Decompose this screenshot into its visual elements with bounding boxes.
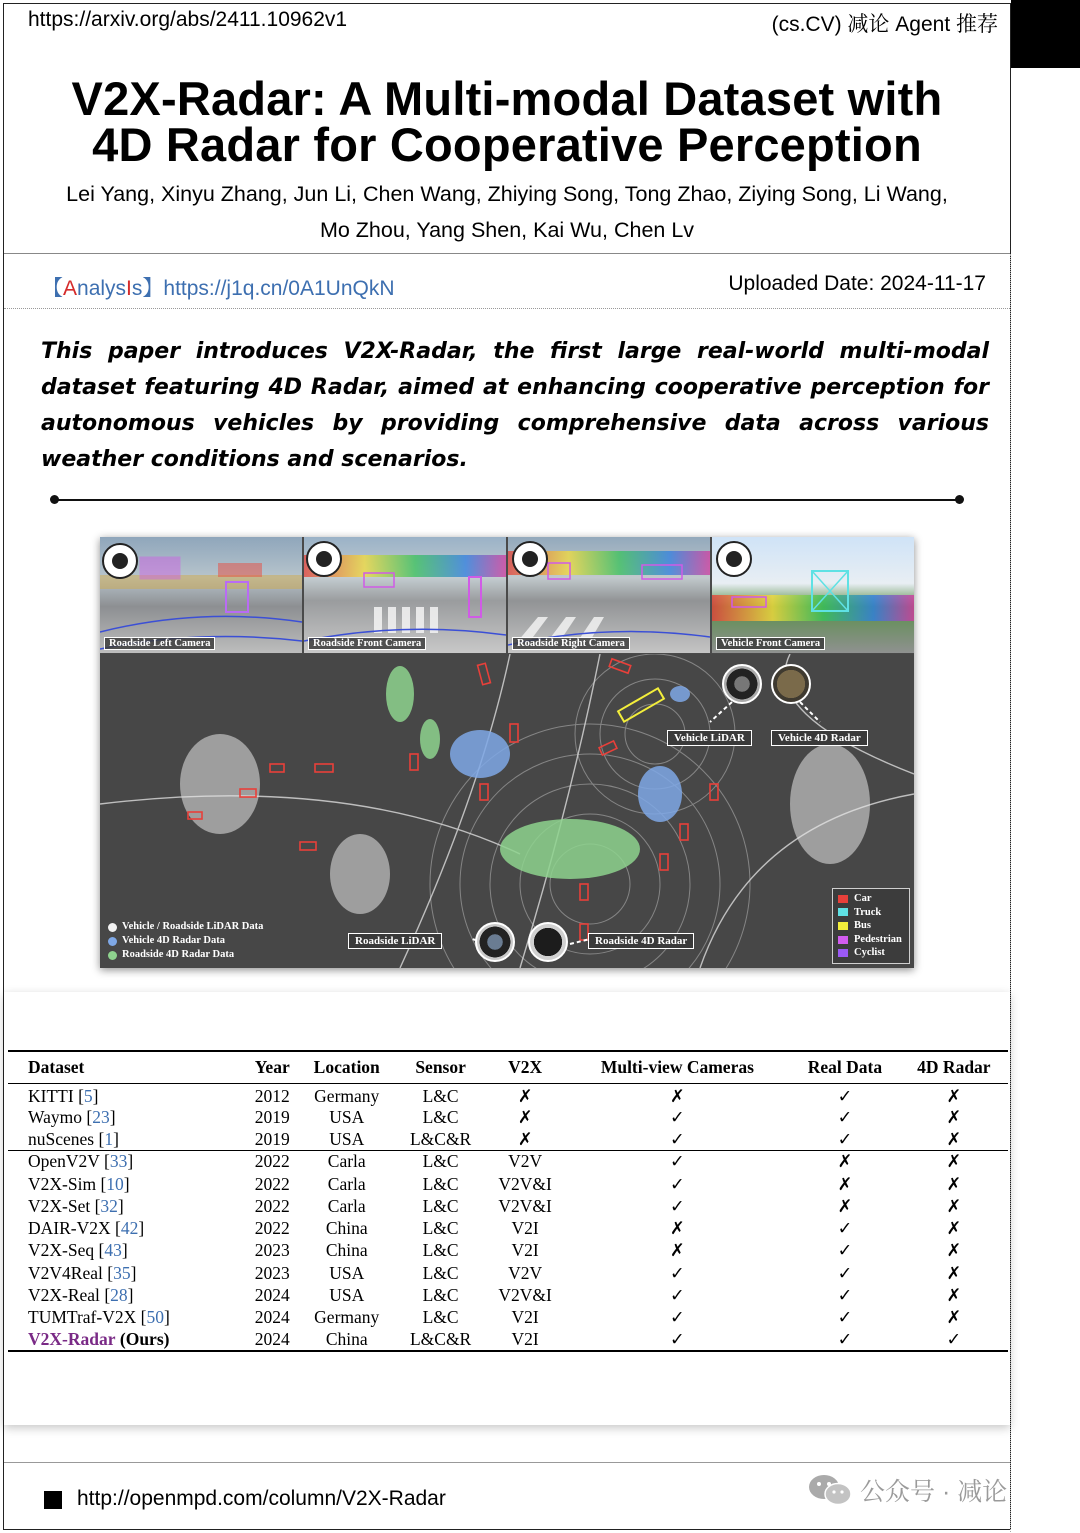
comparison-table-card: [4, 992, 1010, 1425]
cell-v2x: V2V&I: [498, 1285, 552, 1306]
citation-link[interactable]: 33: [109, 1151, 128, 1172]
cell-4d-radar: ✗: [946, 1085, 962, 1106]
cell-multiview: ✗: [670, 1218, 685, 1239]
cell-multiview: ✓: [565, 1150, 791, 1172]
vehicle-lidar-photo: [722, 664, 762, 704]
cell-year: 2022: [254, 1195, 290, 1216]
dataset-name: V2V4Real: [28, 1262, 103, 1283]
bullet-square-icon: [44, 1491, 62, 1509]
cell-sensor: L&C: [422, 1218, 459, 1239]
dataset-name: TUMTraf-V2X: [28, 1307, 137, 1328]
dataset-name: V2X-Set: [28, 1195, 91, 1216]
comparison-table: [8, 1050, 1008, 1352]
cell-4d-radar: ✗: [900, 1150, 1008, 1172]
dataset-name: KITTI: [28, 1085, 74, 1106]
roadside-lidar-photo: [475, 922, 515, 962]
point-legend-item: [108, 920, 263, 934]
table-row: [8, 1217, 1008, 1239]
legend-swatch: [838, 908, 848, 916]
cell-year: 2019: [254, 1128, 290, 1149]
cell-real-data: ✓: [837, 1240, 853, 1261]
cell-year: 2024: [254, 1285, 290, 1306]
citation-link[interactable]: 10: [106, 1173, 124, 1194]
paper-title: [4, 72, 1010, 171]
analysis-letter-s: s: [131, 277, 143, 300]
cell-4d-radar: ✗: [946, 1128, 962, 1149]
cell-location: China: [298, 1328, 395, 1350]
separator-dot-right: [955, 495, 964, 504]
vehicle-radar-photo: [771, 664, 811, 704]
cell-location: Germany: [314, 1307, 380, 1328]
cell-sensor: L&C&R: [395, 1328, 485, 1350]
cell-v2x: ✗: [517, 1128, 533, 1149]
cell-dataset: DAIR-V2X [42]: [28, 1218, 145, 1239]
citation-link[interactable]: 23: [92, 1106, 110, 1127]
cell-4d-radar: ✗: [946, 1195, 962, 1216]
cell-multiview: ✓: [670, 1262, 685, 1283]
camera-label: Roadside Left Camera: [104, 637, 215, 650]
bracket-close: 】: [142, 277, 164, 300]
cell-year: 2022: [246, 1150, 298, 1172]
footer-url[interactable]: http://openmpd.com/column/V2X-Radar: [77, 1487, 446, 1510]
cell-dataset: nuScenes [1]: [28, 1128, 119, 1149]
legend-label: Vehicle 4D Radar Data: [122, 935, 225, 946]
cell-dataset: V2X-Real [28]: [28, 1285, 134, 1306]
table-row: [8, 1172, 1008, 1194]
dataset-name: Waymo: [28, 1106, 82, 1127]
citation-link[interactable]: 50: [146, 1307, 164, 1328]
bracket-open: 【: [42, 277, 63, 300]
cell-dataset: [8, 1328, 246, 1350]
citation-link[interactable]: 43: [104, 1240, 122, 1261]
corner-block: [1011, 0, 1080, 68]
cell-sensor: L&C: [422, 1195, 459, 1216]
cell-dataset: V2X-Set [32]: [28, 1195, 124, 1216]
footer-divider: [4, 1462, 1010, 1463]
cell-location: USA: [329, 1128, 365, 1149]
analysis-text: nalys: [77, 277, 127, 300]
cell-4d-radar: ✓: [900, 1328, 1008, 1350]
cell-dataset: Waymo [23]: [28, 1106, 116, 1127]
cell-4d-radar: ✗: [946, 1262, 962, 1283]
citation-link[interactable]: 32: [100, 1195, 118, 1216]
header-sensor: Sensor: [395, 1051, 485, 1083]
camera-view-roadside-right: [508, 537, 710, 653]
header-multiview: Multi-view Cameras: [565, 1051, 791, 1083]
legend-swatch: [838, 922, 848, 930]
legend-label: Bus: [854, 920, 871, 932]
legend-label: Vehicle / Roadside LiDAR Data: [122, 921, 264, 932]
legend-swatch: [838, 895, 848, 903]
camera-view-roadside-front: [304, 537, 506, 653]
cell-dataset: V2X-Seq [43]: [28, 1240, 128, 1261]
cell-v2x: V2I: [511, 1240, 539, 1261]
cell-v2x: V2V&I: [498, 1195, 552, 1216]
cell-real-data: ✓: [837, 1262, 853, 1283]
cell-multiview: ✓: [670, 1307, 685, 1328]
header-year: Year: [246, 1051, 298, 1083]
cell-year: 2012: [254, 1085, 290, 1106]
header-location: Location: [298, 1051, 395, 1083]
cell-multiview: ✓: [670, 1173, 685, 1194]
wechat-watermark: [808, 1472, 1007, 1508]
title-line-1: V2X-Radar: A Multi-modal Dataset with: [71, 72, 943, 125]
cell-sensor: L&C: [422, 1085, 459, 1106]
cell-real-data: ✓: [837, 1128, 853, 1149]
cell-location: China: [325, 1240, 368, 1261]
analysis-letter-a: A: [63, 277, 78, 300]
cell-real-data: ✓: [837, 1218, 853, 1239]
header-4d-radar: 4D Radar: [900, 1051, 1008, 1083]
roadside-radar-photo: [528, 922, 568, 962]
class-legend-item: [838, 933, 904, 947]
cell-location: China: [325, 1218, 368, 1239]
citation-link[interactable]: 5: [83, 1085, 93, 1106]
cell-multiview: ✓: [670, 1195, 685, 1216]
legend-label: Roadside 4D Radar Data: [122, 949, 235, 960]
dataset-name-ours: V2X-Radar: [28, 1329, 116, 1350]
cell-real-data: ✓: [790, 1328, 900, 1350]
table-body: [8, 1083, 1008, 1351]
separator-dot-left: [50, 495, 59, 504]
cell-real-data: ✗: [837, 1173, 853, 1194]
cell-location: USA: [329, 1262, 365, 1283]
cell-v2x: ✗: [517, 1085, 533, 1106]
cell-4d-radar: ✗: [946, 1285, 962, 1306]
table-header-row: [8, 1051, 1008, 1083]
watermark-text: 公众号 · 减论: [860, 1478, 1008, 1506]
analysis-letter-i: I: [126, 277, 132, 300]
dataset-name: OpenV2V: [28, 1151, 100, 1172]
cell-v2x: V2I: [511, 1307, 539, 1328]
cell-4d-radar: ✗: [946, 1307, 962, 1328]
cell-sensor: L&C: [422, 1240, 459, 1261]
header-v2x: V2X: [486, 1051, 565, 1083]
camera-scene-roadside-front: [304, 537, 506, 653]
cell-sensor: L&C: [422, 1173, 459, 1194]
table-row: [8, 1128, 1008, 1150]
ours-suffix: (Ours): [119, 1329, 170, 1350]
authors-line-2: Mo Zhou, Yang Shen, Kai Wu, Chen Lv: [319, 218, 695, 242]
class-legend: [832, 888, 910, 964]
citation-link[interactable]: 35: [113, 1262, 131, 1283]
camera-label: Roadside Right Camera: [512, 637, 630, 650]
cell-sensor: L&C: [422, 1106, 459, 1127]
cell-real-data: ✗: [837, 1195, 853, 1216]
cell-year: 2022: [254, 1173, 290, 1194]
cell-multiview: ✗: [670, 1240, 685, 1261]
wechat-icon: [808, 1473, 852, 1507]
cell-v2x: V2V: [486, 1150, 565, 1172]
label-roadside-lidar: Roadside LiDAR: [348, 933, 442, 949]
camera-view-roadside-left: [100, 537, 302, 653]
source-url[interactable]: https://arxiv.org/abs/2411.10962v1: [28, 8, 348, 31]
dataset-figure: [100, 537, 914, 968]
table-row: [8, 1239, 1008, 1261]
cell-dataset: KITTI [5]: [28, 1085, 99, 1106]
cell-year: 2024: [246, 1328, 298, 1350]
cell-real-data: ✓: [837, 1307, 853, 1328]
analysis-link[interactable]: [42, 272, 395, 302]
header-real-data: Real Data: [790, 1051, 900, 1083]
table-row-ours: [8, 1328, 1008, 1350]
legend-swatch: [838, 949, 848, 957]
table-row: [8, 1195, 1008, 1217]
cell-v2x: V2V&I: [498, 1173, 552, 1194]
cell-4d-radar: ✗: [946, 1218, 962, 1239]
citation-link[interactable]: 28: [110, 1285, 128, 1306]
legend-swatch: [108, 951, 117, 960]
header-dataset: Dataset: [8, 1051, 246, 1083]
cell-4d-radar: ✗: [946, 1240, 962, 1261]
cell-v2x: V2I: [511, 1218, 539, 1239]
cell-v2x: V2V: [508, 1262, 543, 1283]
divider-top: [4, 253, 1010, 254]
cell-dataset: OpenV2V [33]: [8, 1150, 246, 1172]
dataset-name: nuScenes: [28, 1128, 95, 1149]
cell-multiview: ✓: [565, 1328, 791, 1350]
cell-v2x: ✗: [517, 1106, 533, 1127]
legend-label: Car: [854, 893, 872, 905]
cell-sensor: L&C&R: [409, 1128, 472, 1149]
cell-real-data: ✓: [837, 1285, 853, 1306]
citation-link[interactable]: 1: [104, 1128, 114, 1149]
separator-line: [54, 499, 960, 501]
camera-scene-vehicle-front: [712, 537, 914, 653]
label-vehicle-lidar: Vehicle LiDAR: [667, 730, 752, 746]
cell-location: Carla: [298, 1150, 395, 1172]
table-row: [8, 1083, 1008, 1106]
analysis-url[interactable]: https://j1q.cn/0A1UnQkN: [163, 277, 395, 300]
legend-label: Truck: [854, 906, 882, 918]
cell-location: USA: [329, 1106, 365, 1127]
cell-sensor: L&C: [422, 1285, 459, 1306]
camera-label: Roadside Front Camera: [308, 637, 426, 650]
legend-label: Cyclist: [854, 947, 885, 959]
uploaded-date: Uploaded Date: 2024-11-17: [728, 272, 986, 295]
table-row: [8, 1262, 1008, 1284]
cell-multiview: ✗: [670, 1085, 685, 1106]
cell-real-data: ✓: [837, 1106, 853, 1127]
label-vehicle-radar: Vehicle 4D Radar: [771, 730, 868, 746]
cell-year: 2023: [254, 1240, 290, 1261]
dataset-name: V2X-Real: [28, 1285, 100, 1306]
cell-dataset: TUMTraf-V2X [50]: [28, 1307, 170, 1328]
cell-year: 2024: [254, 1307, 290, 1328]
cell-real-data: ✓: [837, 1085, 853, 1106]
table-row: [8, 1106, 1008, 1128]
cell-4d-radar: ✗: [946, 1106, 962, 1127]
authors: [4, 176, 1010, 248]
cell-year: 2022: [254, 1218, 290, 1239]
cell-multiview: ✓: [670, 1285, 685, 1306]
legend-swatch: [838, 936, 848, 944]
cell-sensor: L&C: [422, 1307, 459, 1328]
cell-4d-radar: ✗: [946, 1173, 962, 1194]
legend-label: Pedestrian: [854, 933, 902, 945]
table-row: [8, 1284, 1008, 1306]
dotted-edge: [1010, 254, 1011, 1533]
class-legend-item: [838, 946, 904, 960]
camera-label: Vehicle Front Camera: [716, 637, 825, 650]
class-legend-item: [838, 919, 904, 933]
cell-dataset: V2X-Sim [10]: [28, 1173, 130, 1194]
summary: This paper introduces V2X-Radar, the first large real-world multi-modal dataset featuring 4D Radar, aimed at enhancing cooperative perception for autonomous vehicles by providing comprehensive data across various weather conditions and scenarios.: [41, 339, 989, 472]
dataset-name: DAIR-V2X: [28, 1218, 111, 1239]
divider-dotted: [4, 308, 1010, 309]
cell-real-data: ✗: [790, 1150, 900, 1172]
cell-sensor: L&C: [422, 1262, 459, 1283]
cell-multiview: ✓: [670, 1128, 685, 1149]
legend-swatch: [108, 937, 117, 946]
category-tag: (cs.CV) 减论 Agent 推荐: [771, 13, 998, 36]
authors-line-1: Lei Yang, Xinyu Zhang, Jun Li, Chen Wang, Zhiying Song, Tong Zhao, Ziying Song, Li Wang,: [66, 182, 948, 206]
point-legend: [108, 920, 263, 962]
cell-sensor: L&C: [395, 1150, 485, 1172]
cell-location: Carla: [327, 1173, 366, 1194]
cell-year: 2019: [254, 1106, 290, 1127]
camera-view-vehicle-front: [712, 537, 914, 653]
table-row: [8, 1150, 1008, 1172]
cell-location: USA: [329, 1285, 365, 1306]
camera-scene-roadside-left: [100, 537, 302, 653]
table-row: [8, 1306, 1008, 1328]
legend-swatch: [108, 923, 117, 932]
point-legend-item: [108, 934, 263, 948]
camera-scene-roadside-right: [508, 537, 710, 653]
cell-dataset: V2V4Real [35]: [28, 1262, 137, 1283]
class-legend-item: [838, 892, 904, 906]
citation-link[interactable]: 42: [120, 1218, 139, 1239]
cell-v2x: V2I: [486, 1328, 565, 1350]
title-line-2: 4D Radar for Cooperative Perception: [92, 118, 922, 171]
class-legend-item: [838, 906, 904, 920]
cell-location: Carla: [327, 1195, 366, 1216]
label-roadside-radar: Roadside 4D Radar: [588, 933, 694, 949]
cell-multiview: ✓: [670, 1106, 685, 1127]
dataset-name: V2X-Seq: [28, 1240, 95, 1261]
cell-location: Germany: [314, 1085, 380, 1106]
dataset-name: V2X-Sim: [28, 1173, 97, 1194]
point-legend-item: [108, 948, 263, 962]
cell-year: 2023: [254, 1262, 290, 1283]
